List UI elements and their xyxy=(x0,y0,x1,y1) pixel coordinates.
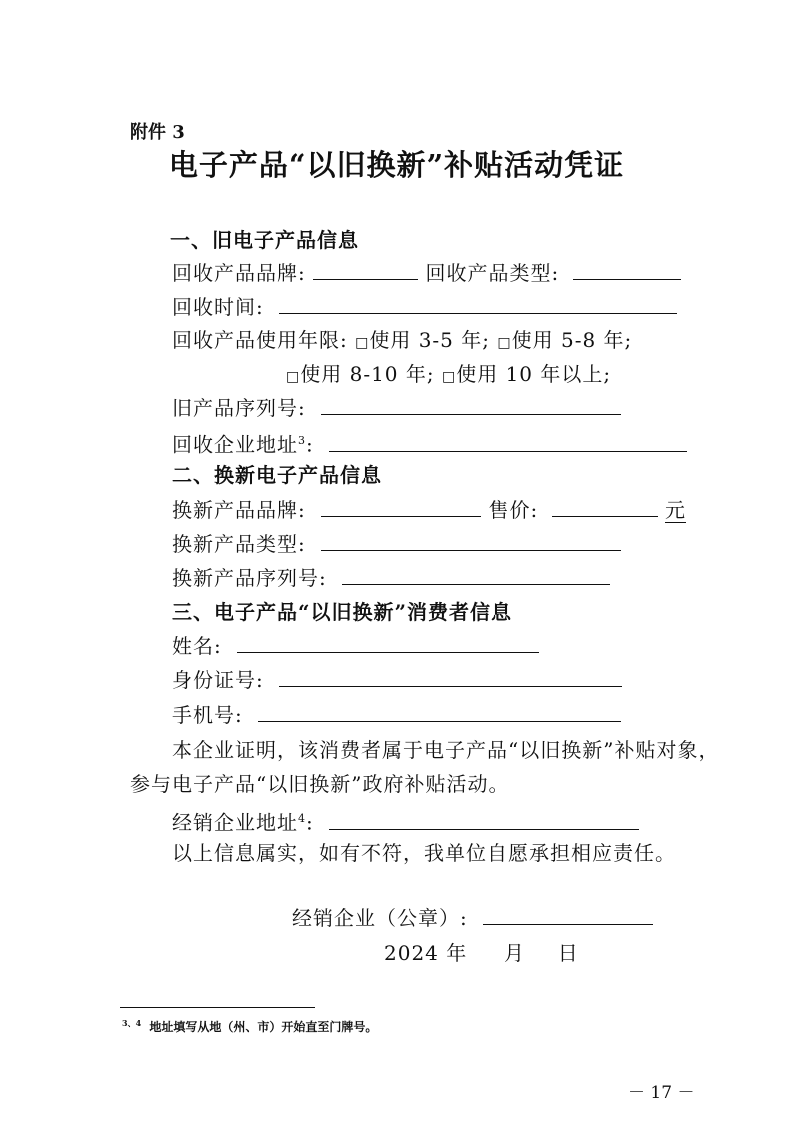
date-month: 月 xyxy=(503,941,525,965)
new-serial-field[interactable] xyxy=(342,566,610,585)
recycled-brand-label: 回收产品品牌: xyxy=(172,261,306,285)
section3-heading: 三、电子产品“以旧换新”消费者信息 xyxy=(172,600,513,624)
seal-field[interactable] xyxy=(483,906,653,925)
phone-row xyxy=(172,702,621,728)
recycler-address-label: 回收企业地址 xyxy=(172,432,298,457)
recycled-brand-row xyxy=(172,260,681,286)
usage-years-row xyxy=(172,327,632,356)
usage-years-label: 回收产品使用年限: xyxy=(172,328,348,352)
dealer-address-field[interactable] xyxy=(329,811,639,830)
option-3-5-label: 使用 3-5 年; xyxy=(369,328,491,352)
footnote-marker: 3、4 xyxy=(122,1018,142,1028)
name-label: 姓名: xyxy=(172,634,222,658)
new-brand-field[interactable] xyxy=(321,498,481,517)
seal-label: 经销企业（公章）: xyxy=(292,906,468,930)
checkbox-10-plus[interactable]: □ xyxy=(441,369,457,385)
footnote-ref-3: 3 xyxy=(298,434,306,447)
id-number-label: 身份证号: xyxy=(172,668,264,692)
truth-statement: 以上信息属实，如有不符，我单位自愿承担相应责任。 xyxy=(172,841,676,865)
new-serial-label: 换新产品序列号: xyxy=(172,566,327,590)
price-field[interactable] xyxy=(552,498,658,517)
certification-line-2: 参与电子产品“以旧换新”政府补贴活动。 xyxy=(130,772,510,796)
recycled-type-label: 回收产品类型: xyxy=(425,261,560,285)
attachment-label: 附件 3 xyxy=(130,122,185,143)
option-5-8-label: 使用 5-8 年; xyxy=(511,328,633,352)
phone-field[interactable] xyxy=(258,703,621,722)
price-label: 售价: xyxy=(488,498,539,522)
recycle-time-field[interactable] xyxy=(279,295,677,314)
usage-years-row-2 xyxy=(286,361,611,390)
dealer-address-label: 经销企业地址 xyxy=(172,810,298,835)
new-serial-row xyxy=(172,565,610,591)
footnote-divider xyxy=(120,1007,315,1008)
name-row xyxy=(172,633,539,659)
footnote-text: 地址填写从地（州、市）开始直至门牌号。 xyxy=(149,1020,378,1034)
section2-heading: 二、换新电子产品信息 xyxy=(172,463,382,487)
phone-label: 手机号: xyxy=(172,703,243,727)
page-title: 电子产品“以旧换新”补贴活动凭证 xyxy=(168,148,625,182)
dealer-address-colon: : xyxy=(306,810,314,835)
date-day: 日 xyxy=(557,941,579,965)
recycler-address-colon: : xyxy=(306,432,314,457)
footnote xyxy=(122,1018,377,1035)
recycle-time-row xyxy=(172,294,677,320)
id-number-row xyxy=(172,667,622,693)
new-type-row xyxy=(172,531,621,557)
checkbox-8-10[interactable]: □ xyxy=(286,369,301,385)
seal-row xyxy=(292,905,653,931)
checkbox-5-8[interactable]: □ xyxy=(497,335,512,351)
new-brand-label: 换新产品品牌: xyxy=(172,498,306,522)
dealer-address-row xyxy=(172,806,639,836)
checkbox-3-5[interactable]: □ xyxy=(355,335,370,351)
footnote-ref-4: 4 xyxy=(298,812,306,825)
new-type-label: 换新产品类型: xyxy=(172,532,306,556)
recycle-time-label: 回收时间: xyxy=(172,295,264,319)
certification-line-1: 本企业证明，该消费者属于电子产品“以旧换新”补贴对象， xyxy=(172,738,720,762)
name-field[interactable] xyxy=(237,634,539,653)
page-number: － 17 － xyxy=(628,1083,695,1103)
recycled-brand-field[interactable] xyxy=(313,261,418,280)
new-brand-row xyxy=(172,497,686,523)
old-serial-label: 旧产品序列号: xyxy=(172,396,306,420)
new-type-field[interactable] xyxy=(321,532,621,551)
recycler-address-field[interactable] xyxy=(329,433,687,452)
old-serial-field[interactable] xyxy=(321,396,621,415)
option-8-10-label: 使用 8-10 年; xyxy=(300,362,435,386)
date-year: 2024 年 xyxy=(384,941,468,965)
recycler-address-row xyxy=(172,428,687,458)
id-number-field[interactable] xyxy=(279,668,622,687)
recycled-type-field[interactable] xyxy=(573,261,681,280)
price-unit: 元 xyxy=(664,498,686,522)
old-serial-row xyxy=(172,395,621,421)
section1-heading: 一、旧电子产品信息 xyxy=(170,228,359,252)
date-row xyxy=(384,940,579,966)
option-10plus-label: 使用 10 年以上; xyxy=(456,362,612,386)
